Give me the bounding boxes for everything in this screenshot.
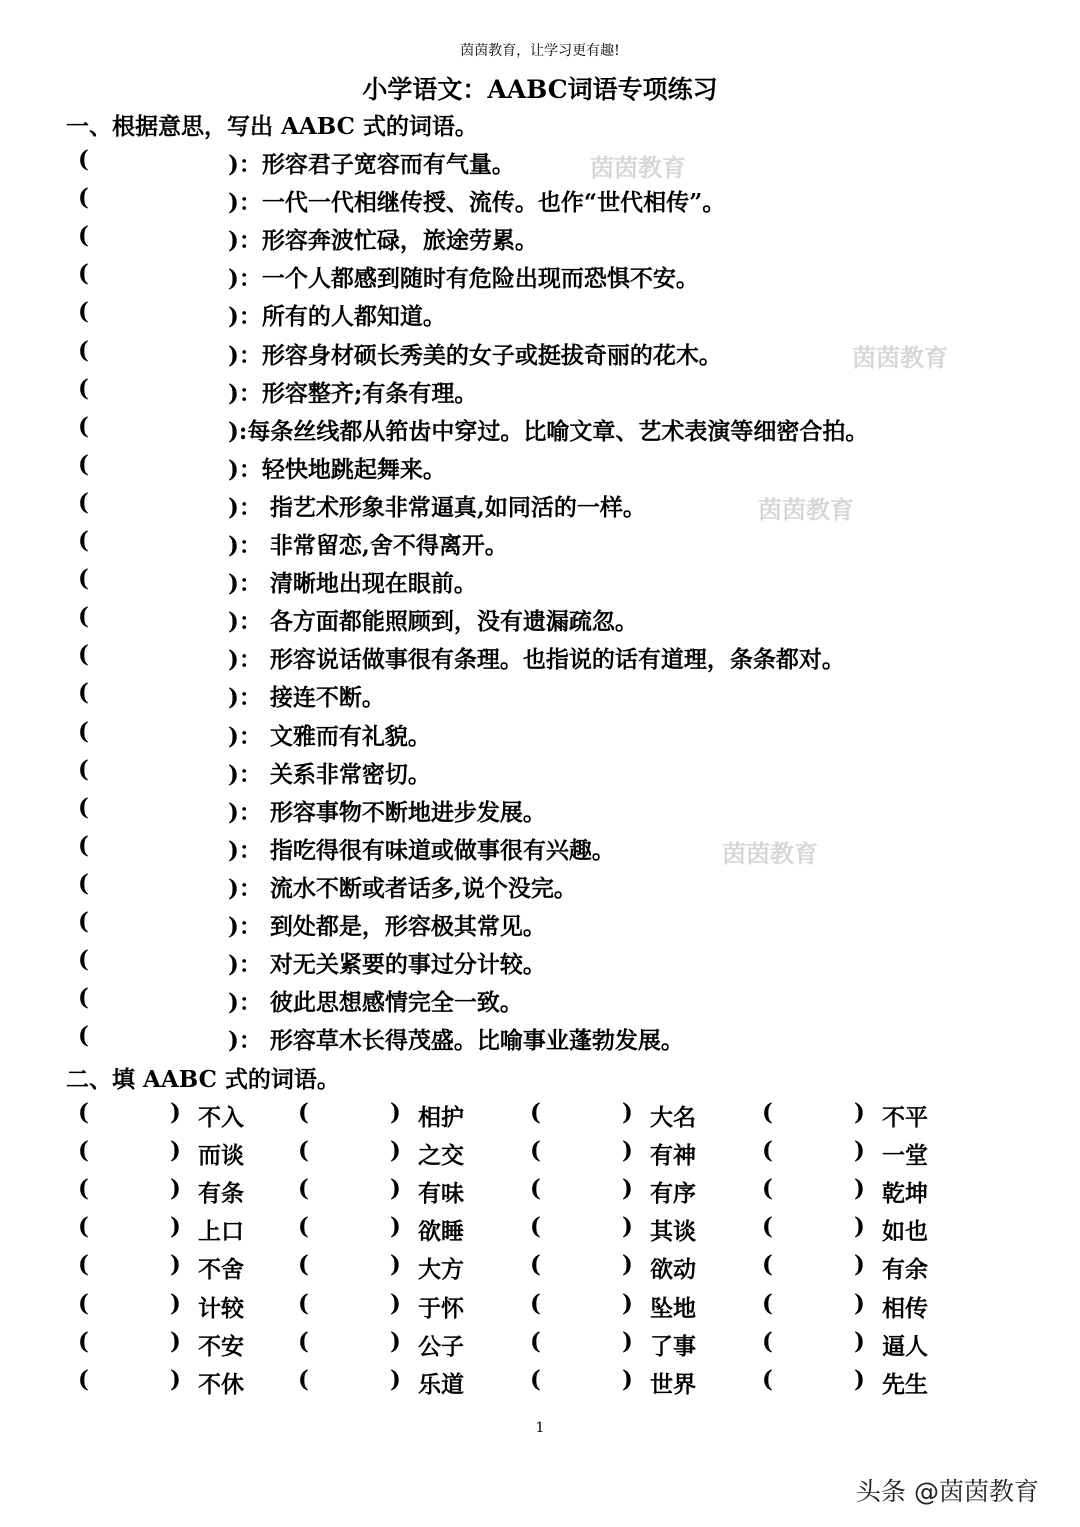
answer-blank[interactable]: ( (78, 412, 89, 440)
word-suffix: 世界 (650, 1370, 696, 1398)
definition-row (0, 832, 1080, 868)
definition-row (0, 260, 1080, 296)
word-suffix: 逼人 (882, 1332, 928, 1360)
word-suffix: 有条 (198, 1180, 244, 1208)
definition-row (0, 565, 1080, 601)
answer-blank[interactable]: ( (762, 1099, 773, 1126)
answer-blank[interactable]: ( (762, 1137, 773, 1165)
answer-blank[interactable]: ( (78, 869, 89, 897)
answer-blank[interactable]: ( (298, 1099, 309, 1126)
definition-row (0, 222, 1080, 258)
definition-text: )：形容身材硕长秀美的女子或挺拔奇丽的花木。 (228, 341, 722, 369)
close-paren: ) (622, 1289, 633, 1317)
close-paren: ) (622, 1365, 633, 1393)
word-suffix: 而谈 (198, 1142, 244, 1170)
close-paren: ) (170, 1289, 181, 1317)
answer-blank[interactable]: ( (78, 146, 89, 173)
answer-blank[interactable]: ( (78, 641, 89, 669)
definition-row (0, 146, 1080, 182)
definition-row (0, 718, 1080, 754)
close-paren: ) (854, 1289, 865, 1317)
definition-row (0, 489, 1080, 525)
definition-text: )： 对无关紧要的事过分计较。 (228, 951, 546, 979)
close-paren: ) (170, 1365, 181, 1393)
close-paren: ) (390, 1137, 401, 1165)
close-paren: ) (622, 1327, 633, 1355)
answer-blank[interactable]: ( (78, 450, 89, 478)
word-suffix: 相传 (882, 1294, 928, 1322)
definition-text: )： 文雅而有礼貌。 (228, 722, 431, 750)
answer-blank[interactable]: ( (78, 184, 89, 212)
close-paren: ) (622, 1175, 633, 1203)
answer-blank[interactable]: ( (78, 1022, 89, 1050)
definition-text: )： 指吃得很有味道或做事很有兴趣。 (228, 836, 615, 864)
close-paren: ) (622, 1137, 633, 1165)
word-suffix: 乐道 (418, 1370, 464, 1398)
definition-row (0, 756, 1080, 792)
definition-row (0, 1022, 1080, 1058)
answer-blank[interactable]: ( (78, 1289, 89, 1317)
definition-row (0, 413, 1080, 449)
word-suffix: 不舍 (198, 1256, 244, 1284)
answer-blank[interactable]: ( (530, 1099, 541, 1126)
fill-row (0, 1213, 1080, 1249)
close-paren: ) (390, 1175, 401, 1203)
answer-blank[interactable]: ( (78, 603, 89, 631)
word-suffix: 大方 (418, 1256, 464, 1284)
answer-blank[interactable]: ( (78, 1175, 89, 1203)
word-suffix: 不安 (198, 1332, 244, 1360)
answer-blank[interactable]: ( (298, 1365, 309, 1393)
answer-blank[interactable]: ( (762, 1175, 773, 1203)
definition-text: )： 各方面都能照顾到，没有遗漏疏忽。 (228, 608, 638, 636)
answer-blank[interactable]: ( (530, 1175, 541, 1203)
answer-blank[interactable]: ( (530, 1289, 541, 1317)
answer-blank[interactable]: ( (762, 1213, 773, 1241)
answer-blank[interactable]: ( (530, 1327, 541, 1355)
definition-row (0, 679, 1080, 715)
definition-text: )： 彼此思想感情完全一致。 (228, 989, 523, 1017)
close-paren: ) (170, 1175, 181, 1203)
word-suffix: 有味 (418, 1180, 464, 1208)
definition-text: )：形容奔波忙碌，旅途劳累。 (228, 227, 538, 255)
close-paren: ) (854, 1137, 865, 1165)
answer-blank[interactable]: ( (530, 1137, 541, 1165)
answer-blank[interactable]: ( (78, 298, 89, 326)
answer-blank[interactable]: ( (762, 1251, 773, 1279)
word-suffix: 如也 (882, 1218, 928, 1246)
answer-blank[interactable]: ( (298, 1251, 309, 1279)
close-paren: ) (854, 1099, 865, 1126)
close-paren: ) (854, 1213, 865, 1241)
word-suffix: 之交 (418, 1142, 464, 1170)
answer-blank[interactable]: ( (78, 717, 89, 745)
answer-blank[interactable]: ( (762, 1327, 773, 1355)
definition-text: )： 形容说话做事很有条理。也指说的话有道理，条条都对。 (228, 646, 845, 674)
close-paren: ) (390, 1289, 401, 1317)
close-paren: ) (622, 1099, 633, 1126)
word-suffix: 不入 (198, 1104, 244, 1131)
answer-blank[interactable]: ( (78, 1099, 89, 1126)
word-suffix: 欲睡 (418, 1218, 464, 1246)
word-suffix: 乾坤 (882, 1180, 928, 1208)
answer-blank[interactable]: ( (78, 1327, 89, 1355)
word-suffix: 坠地 (650, 1294, 696, 1322)
definition-text: )：一代一代相继传授、流传。也作“世代相传”。 (228, 189, 726, 217)
word-suffix: 相护 (418, 1104, 464, 1131)
page-number: 1 (535, 1420, 545, 1436)
definition-row (0, 603, 1080, 639)
definition-row (0, 184, 1080, 220)
fill-row (0, 1366, 1080, 1402)
word-suffix: 大名 (650, 1104, 696, 1131)
close-paren: ) (390, 1327, 401, 1355)
answer-blank[interactable]: ( (78, 374, 89, 402)
answer-blank[interactable]: ( (78, 793, 89, 821)
answer-blank[interactable]: ( (78, 336, 89, 364)
page-header: 茵茵教育，让学习更有趣! (460, 43, 620, 59)
answer-blank[interactable]: ( (78, 1365, 89, 1393)
word-suffix: 有神 (650, 1142, 696, 1170)
definition-text: )：形容整齐;有条有理。 (228, 379, 478, 407)
word-suffix: 计较 (198, 1294, 244, 1322)
definition-row (0, 298, 1080, 334)
answer-blank[interactable]: ( (530, 1213, 541, 1241)
answer-blank[interactable]: ( (298, 1327, 309, 1355)
close-paren: ) (622, 1213, 633, 1241)
answer-blank[interactable]: ( (298, 1213, 309, 1241)
definition-text: )： 关系非常密切。 (228, 760, 431, 788)
close-paren: ) (854, 1251, 865, 1279)
brand-watermark: 头条 @茵茵教育 (856, 1477, 1039, 1506)
close-paren: ) (170, 1099, 181, 1126)
definition-row (0, 527, 1080, 563)
section1-heading: 一、根据意思，写出 AABC 式的词语。 (66, 113, 478, 140)
definition-row (0, 794, 1080, 830)
answer-blank[interactable]: ( (78, 1213, 89, 1241)
section2-heading: 二、填 AABC 式的词语。 (66, 1066, 340, 1093)
answer-blank[interactable]: ( (530, 1365, 541, 1393)
definition-text: )：所有的人都知道。 (228, 303, 446, 331)
close-paren: ) (170, 1251, 181, 1279)
definition-text: )： 清晰地出现在眼前。 (228, 570, 477, 598)
word-suffix: 先生 (882, 1370, 928, 1398)
answer-blank[interactable]: ( (78, 527, 89, 554)
close-paren: ) (170, 1327, 181, 1355)
word-suffix: 上口 (198, 1218, 244, 1246)
word-suffix: 公子 (418, 1332, 464, 1360)
definition-row (0, 641, 1080, 677)
definition-text: )： 流水不断或者话多,说个没完。 (228, 874, 577, 902)
close-paren: ) (390, 1365, 401, 1393)
definition-row (0, 375, 1080, 411)
answer-blank[interactable]: ( (762, 1289, 773, 1317)
definition-text: )： 指艺术形象非常逼真,如同活的一样。 (228, 493, 646, 521)
definition-text: )： 形容事物不断地进步发展。 (228, 798, 546, 826)
answer-blank[interactable]: ( (78, 946, 89, 974)
answer-blank[interactable]: ( (78, 679, 89, 707)
word-suffix: 一堂 (882, 1142, 928, 1170)
fill-row (0, 1290, 1080, 1326)
fill-row (0, 1251, 1080, 1287)
answer-blank[interactable]: ( (78, 1137, 89, 1165)
definition-text: )：形容君子宽容而有气量。 (228, 151, 515, 178)
definition-text: )： 接连不断。 (228, 684, 385, 712)
definition-row (0, 984, 1080, 1020)
close-paren: ) (390, 1099, 401, 1126)
answer-blank[interactable]: ( (78, 222, 89, 250)
definition-text: )： 到处都是，形容极其常见。 (228, 913, 546, 940)
word-suffix: 有余 (882, 1256, 928, 1284)
page-title: 小学语文：AABC词语专项练习 (362, 75, 718, 104)
answer-blank[interactable]: ( (530, 1251, 541, 1279)
close-paren: ) (622, 1251, 633, 1279)
definition-text: ):每条丝线都从筘齿中穿过。比喻文章、艺术表演等细密合拍。 (228, 417, 869, 445)
watermark: 茵茵教育 (722, 839, 818, 868)
close-paren: ) (390, 1251, 401, 1279)
fill-row (0, 1137, 1080, 1173)
definition-row (0, 946, 1080, 982)
answer-blank[interactable]: ( (78, 1251, 89, 1279)
watermark: 茵茵教育 (852, 343, 948, 372)
fill-row (0, 1328, 1080, 1364)
word-suffix: 于怀 (418, 1294, 464, 1322)
answer-blank[interactable]: ( (78, 831, 89, 859)
answer-blank[interactable]: ( (78, 908, 89, 935)
word-suffix: 欲动 (650, 1256, 696, 1284)
word-suffix: 了事 (650, 1332, 696, 1360)
definition-text: )： 非常留恋,舍不得离开。 (228, 532, 508, 559)
close-paren: ) (854, 1327, 865, 1355)
answer-blank[interactable]: ( (78, 565, 89, 593)
answer-blank[interactable]: ( (78, 755, 89, 783)
definition-text: )：一个人都感到随时有危险出现而恐惧不安。 (228, 265, 699, 293)
definition-text: )：轻快地跳起舞来。 (228, 455, 446, 483)
definition-row (0, 870, 1080, 906)
word-suffix: 不平 (882, 1104, 928, 1131)
close-paren: ) (390, 1213, 401, 1241)
answer-blank[interactable]: ( (298, 1137, 309, 1165)
close-paren: ) (854, 1365, 865, 1393)
close-paren: ) (854, 1175, 865, 1203)
close-paren: ) (170, 1213, 181, 1241)
definition-row (0, 451, 1080, 487)
answer-blank[interactable]: ( (78, 488, 89, 516)
definition-text: )： 形容草木长得茂盛。比喻事业蓬勃发展。 (228, 1027, 684, 1055)
word-suffix: 不休 (198, 1370, 244, 1398)
answer-blank[interactable]: ( (298, 1175, 309, 1203)
answer-blank[interactable]: ( (762, 1365, 773, 1393)
definition-row (0, 908, 1080, 944)
fill-row (0, 1099, 1080, 1135)
answer-blank[interactable]: ( (78, 984, 89, 1012)
watermark: 茵茵教育 (590, 153, 686, 182)
word-suffix: 有序 (650, 1180, 696, 1208)
word-suffix: 其谈 (650, 1218, 696, 1246)
answer-blank[interactable]: ( (78, 260, 89, 288)
watermark: 茵茵教育 (758, 495, 854, 524)
fill-row (0, 1175, 1080, 1211)
answer-blank[interactable]: ( (298, 1289, 309, 1317)
close-paren: ) (170, 1137, 181, 1165)
